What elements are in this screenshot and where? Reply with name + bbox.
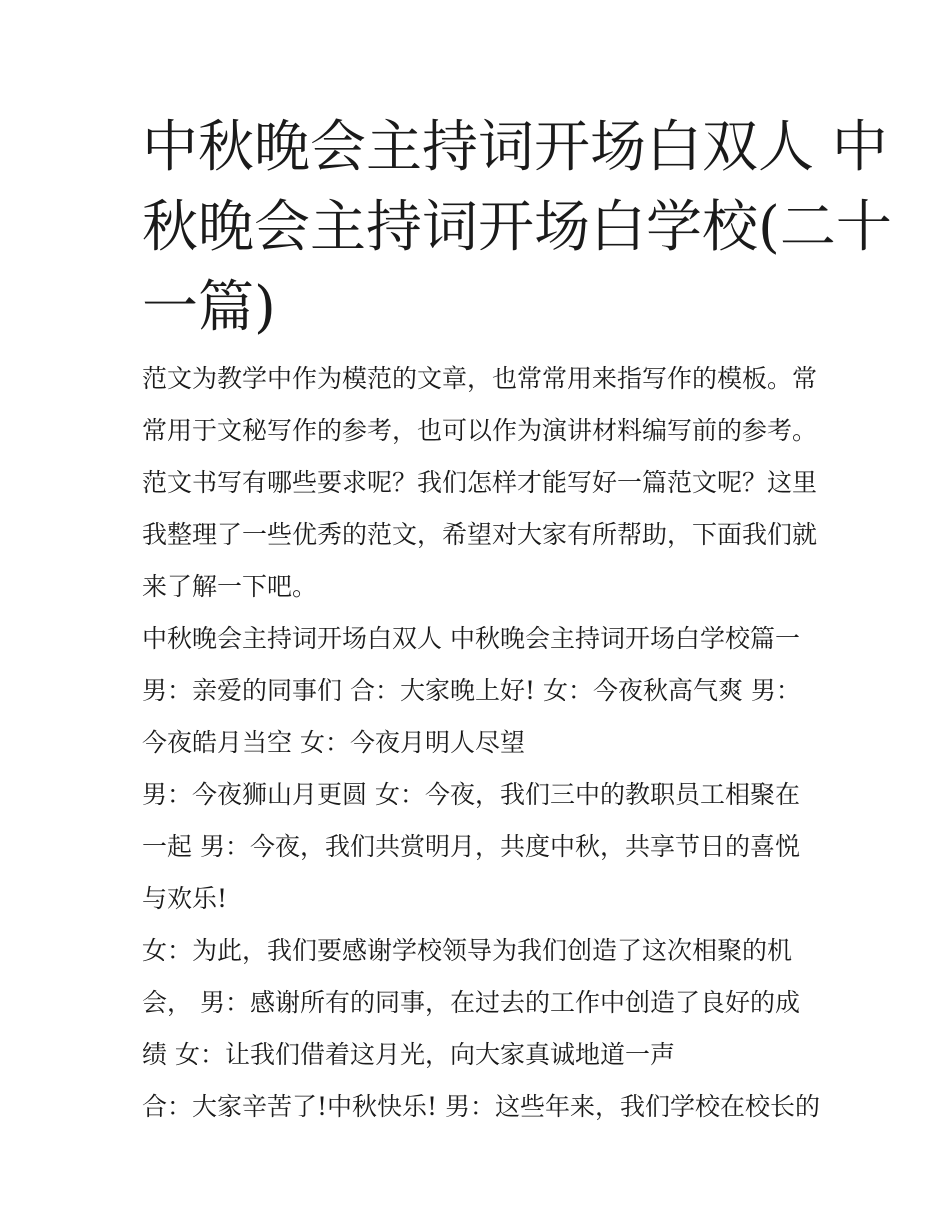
text-line: 女：为此，我们要感谢学校领导为我们创造了这次相聚的机 [142,936,793,965]
text-line: 中秋晚会主持词开场白双人 中秋晚会主持词开场白学校篇一 [142,624,800,653]
text-line: 一起 男：今夜，我们共赏明月，共度中秋，共享节日的喜悦 [142,832,800,861]
text-line: 绩 女：让我们借着这月光，向大家真诚地道一声 [142,1040,675,1069]
text-line: 范文为教学中作为模范的文章，也常常用来指写作的模板。常 [142,364,818,393]
text-line: 与欢乐! [142,884,228,913]
title-line: 中秋晚会主持词开场白双人 中 [142,115,888,180]
text-line: 来了解一下吧。 [142,572,318,601]
text-line: 男：亲爱的同事们 合：大家晚上好! 女：今夜秋高气爽 男： [142,676,801,705]
text-line: 合：大家辛苦了!中秋快乐! 男：这些年来，我们学校在校长的 [142,1092,821,1121]
title-line: 一篇) [142,275,276,340]
title-line: 秋晚会主持词开场白学校(二十 [142,195,892,260]
text-line: 常用于文秘写作的参考，也可以作为演讲材料编写前的参考。 [142,416,818,445]
text-line: 会， 男：感谢所有的同事，在过去的工作中创造了良好的成 [142,988,800,1017]
text-line: 今夜皓月当空 女：今夜月明人尽望 [142,728,525,757]
text-line: 范文书写有哪些要求呢？我们怎样才能写好一篇范文呢？这里 [142,468,818,497]
text-line: 我整理了一些优秀的范文，希望对大家有所帮助，下面我们就 [142,520,818,549]
text-line: 男：今夜狮山月更圆 女：今夜，我们三中的教职员工相聚在 [142,780,800,809]
document-body [142,353,822,1133]
document-title [142,108,892,348]
